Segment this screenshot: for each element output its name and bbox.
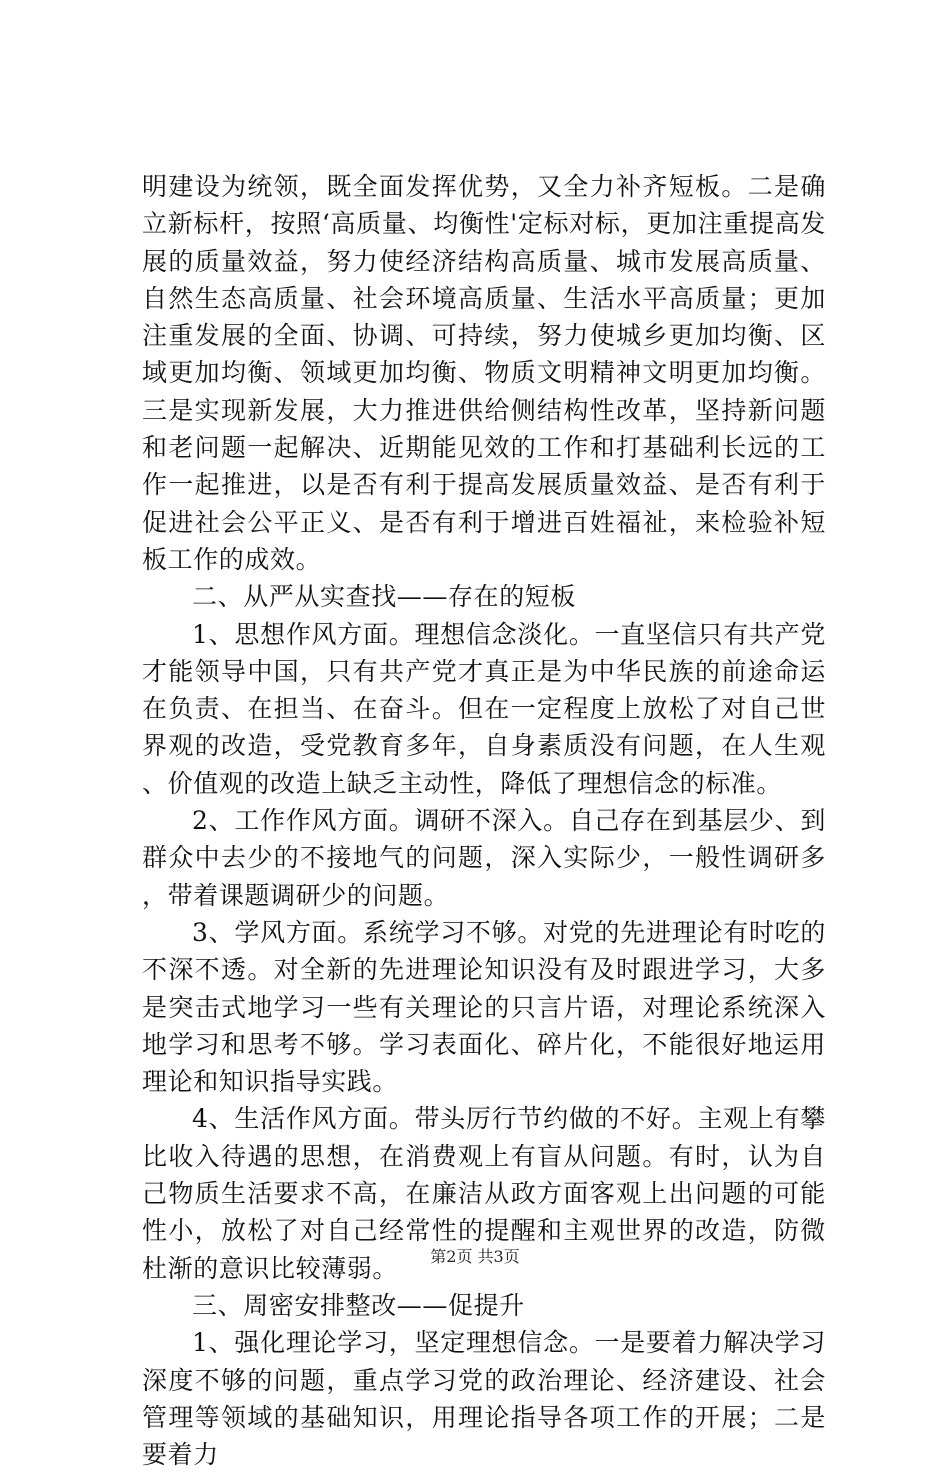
paragraph-theory-study: 1、强化理论学习，坚定理想信念。一是要着力解决学习深度不够的问题，重点学习党的政治理论、经济建设、社会管理等领域的基础知识，用理论指导各项工作的开展；二是要着力 bbox=[142, 1328, 826, 1470]
paragraph-ideology-style: 1、思想作风方面。理想信念淡化。一直坚信只有共产党才能领导中国，只有共产党才真正是为中华民族的前途命运在负责、在担当、在奋斗。但在一定程度上放松了对自己世界观的改造，受党教育多年，自身素质没有问题，在人生观、价值观的改造上缺乏主动性，降低了理想信念的标准。 bbox=[142, 619, 826, 798]
section-heading-shortcomings: 二、从严从实查找——存在的短板 bbox=[192, 582, 577, 612]
paragraph-life-style: 4、生活作风方面。带头厉行节约做的不好。主观上有攀比收入待遇的思想，在消费观上有盲从问题。有时，认为自己物质生活要求不高，在廉洁从政方面客观上出问题的可能性小，放松了对自己经常性的提醒和主观世界的改造，防微杜渐的意识比较薄弱。 bbox=[142, 1104, 826, 1283]
page-footer: 第2页 共3页 bbox=[430, 1247, 520, 1266]
paragraph-work-style: 2、工作作风方面。调研不深入。自己存在到基层少、到群众中去少的不接地气的问题，深入实际少，一般性调研多，带着课题调研少的问题。 bbox=[142, 806, 826, 910]
paragraph-intro-continuation: 明建设为统领，既全面发挥优势，又全力补齐短板。二是确立新标杆，按照‘高质量、均衡性'定标对标，更加注重提高发展的质量效益，努力使经济结构高质量、城市发展高质量、自然生态高质量、社会环境高质量、生活水平高质量；更加注重发展的全面、协调、可持续，努力使城乡更加均衡、区域更加均衡、领域更加均衡、物质文明精神文明更加均衡。三是实现新发展，大力推进供给侧结构性改革，坚持新问题和老问题一起解决、近期能见效的工作和打基础利长远的工作一起推进，以是否有利于提高发展质量效益、是否有利于促进社会公平正义、是否有利于增进百姓福祉，来检验补短板工作的成效。 bbox=[142, 172, 826, 574]
paragraph-study-style: 3、学风方面。系统学习不够。对党的先进理论有时吃的不深不透。对全新的先进理论知识没有及时跟进学习，大多是突击式地学习一些有关理论的只言片语，对理论系统深入地学习和思考不够。学习表面化、碎片化，不能很好地运用理论和知识指导实践。 bbox=[142, 917, 826, 1097]
document-body bbox=[142, 168, 826, 1473]
section-heading-rectification: 三、周密安排整改——促提升 bbox=[192, 1290, 525, 1320]
